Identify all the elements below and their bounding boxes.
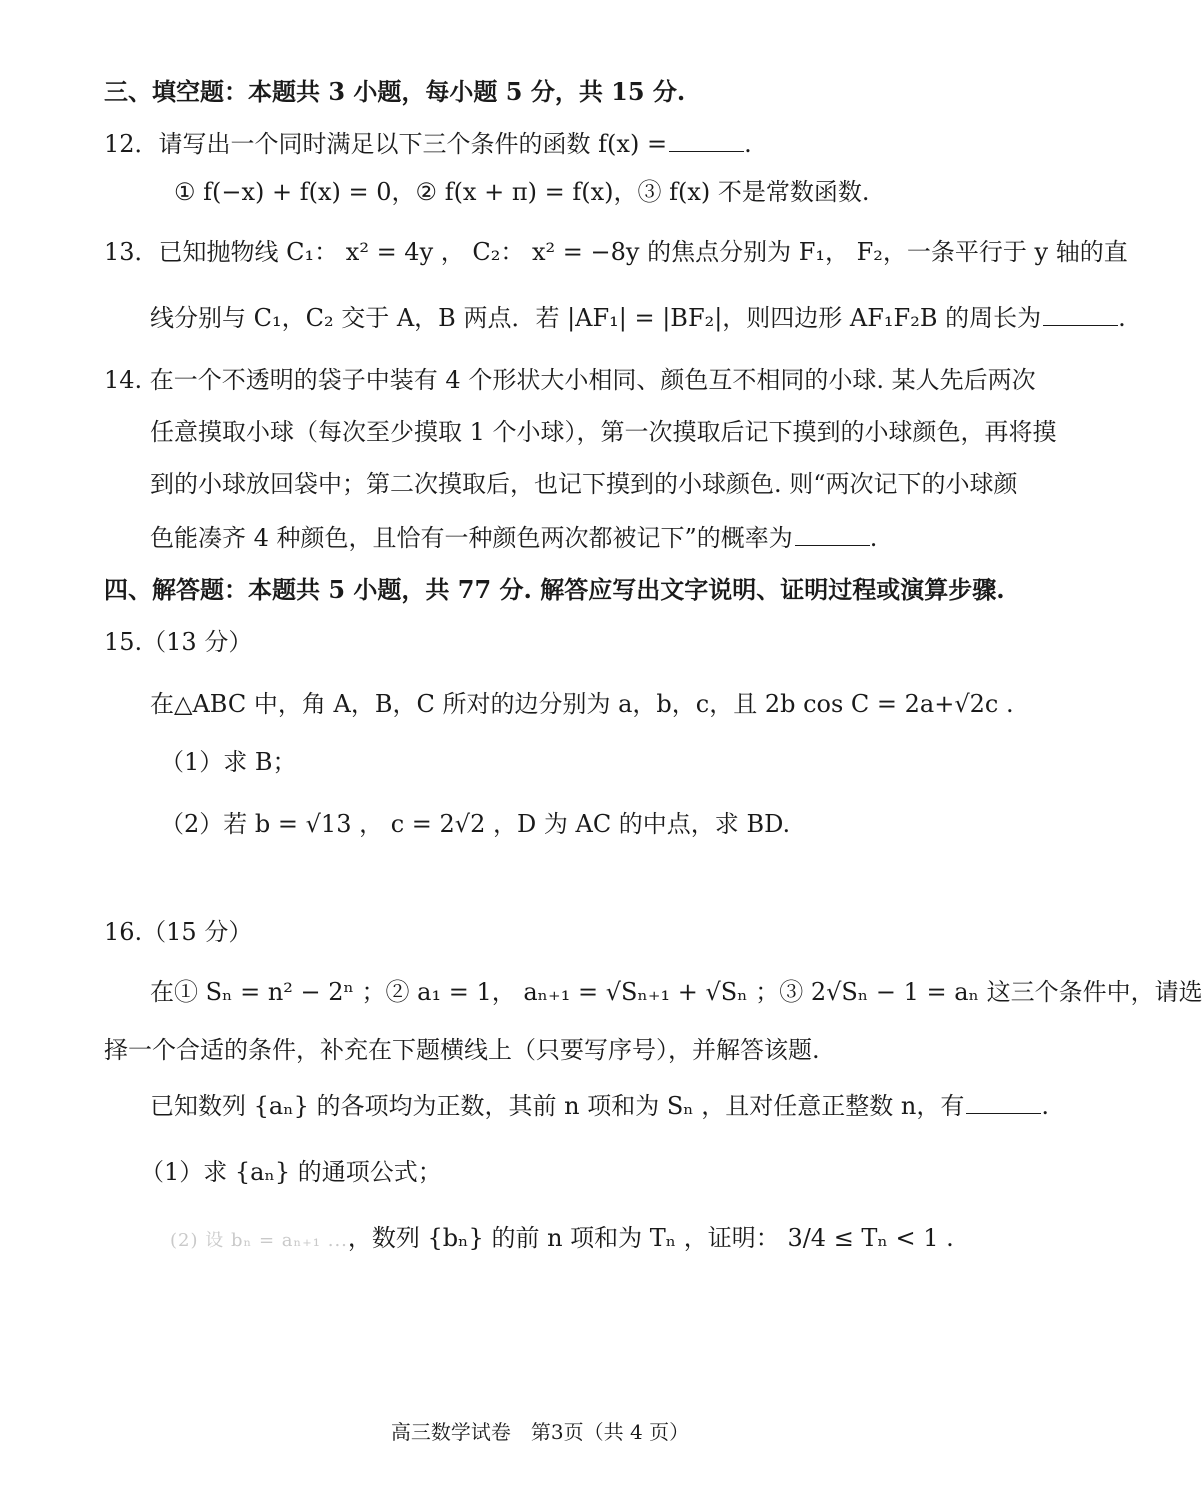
question-12-line-1: 12．请写出一个同时满足以下三个条件的函数 f(x) = . <box>104 130 752 158</box>
question-16-text: 已知数列 {aₙ} 的各项均为正数，其前 n 项和为 Sₙ ，且对任意正整数 n，有 <box>150 1092 965 1120</box>
page-footer: 高三数学试卷 第3页（共 4 页） <box>390 1420 690 1444</box>
question-16-label: 16.（15 分） <box>104 918 253 946</box>
question-16-line-2: 择一个合适的条件，补充在下题横线上（只要写序号），并解答该题. <box>104 1036 820 1064</box>
section-4-heading: 四、解答题：本题共 5 小题，共 77 分. 解答应写出文字说明、证明过程或演算步骤. <box>104 575 1005 604</box>
question-13-text: 线分别与 C₁，C₂ 交于 A，B 两点．若 |AF₁| = |BF₂|，则四边形 AF₁F₂B 的周长为 <box>150 304 1042 332</box>
question-16-part-1: （1）求 {aₙ} 的通项公式； <box>140 1158 442 1186</box>
question-15-label: 15.（13 分） <box>104 628 253 656</box>
question-12-conditions: ① f(−x) + f(x) = 0，② f(x + π) = f(x)，③ f(x) 不是常数函数. <box>174 178 870 206</box>
question-12-text: 12．请写出一个同时满足以下三个条件的函数 f(x) = <box>104 130 668 158</box>
question-14-line-4: 色能凑齐 4 种颜色，且恰有一种颜色两次都被记下”的概率为 . <box>150 524 878 552</box>
question-13-line-1: 13．已知抛物线 C₁： x² = 4y ， C₂： x² = −8y 的焦点分别为 F₁， F₂，一条平行于 y 轴的直 <box>104 238 1128 266</box>
question-13-line-2: 线分别与 C₁，C₂ 交于 A，B 两点．若 |AF₁| = |BF₂|，则四边形 AF₁F₂B 的周长为 . <box>150 304 1126 332</box>
question-16-line-1: 在① Sₙ = n² − 2ⁿ ；② a₁ = 1， aₙ₊₁ = √Sₙ₊₁ + √Sₙ ；③ 2√Sₙ − 1 = aₙ 这三个条件中，请选 <box>150 978 1203 1006</box>
question-14-text: 色能凑齐 4 种颜色，且恰有一种颜色两次都被记下”的概率为 <box>150 524 793 552</box>
question-14-line-2: 任意摸取小球（每次至少摸取 1 个小球），第一次摸取后记下摸到的小球颜色，再将摸 <box>150 418 1057 446</box>
question-16-part-2 <box>170 1222 954 1257</box>
question-15-part-1: （1）求 B； <box>160 748 297 776</box>
question-16-part-2-text: ，数列 {bₙ} 的前 n 项和为 Tₙ ，证明： 3/4 ≤ Tₙ < 1 . <box>347 1224 954 1252</box>
question-15-stem: 在△ABC 中，角 A，B，C 所对的边分别为 a，b，c，且 2b cos C = 2a+√2c . <box>150 690 1014 718</box>
faded-text: (2) 设 bₙ = aₙ₊₁ ... <box>170 1230 348 1251</box>
question-16-line-3: 已知数列 {aₙ} 的各项均为正数，其前 n 项和为 Sₙ ，且对任意正整数 n，有 . <box>150 1092 1050 1120</box>
question-15-part-2: （2）若 b = √13 ， c = 2√2 ，D 为 AC 的中点，求 BD. <box>160 810 791 838</box>
answer-blank-13 <box>1043 303 1118 326</box>
answer-blank-12 <box>669 129 744 152</box>
answer-blank-14 <box>795 523 870 546</box>
answer-blank-16 <box>966 1091 1041 1114</box>
section-3-heading: 三、填空题：本题共 3 小题，每小题 5 分，共 15 分. <box>104 77 686 106</box>
question-14-line-3: 到的小球放回袋中；第二次摸取后，也记下摸到的小球颜色. 则“两次记下的小球颜 <box>150 470 1018 498</box>
question-14-line-1: 14. 在一个不透明的袋子中装有 4 个形状大小相同、颜色互不相同的小球. 某人先后两次 <box>104 366 1036 394</box>
